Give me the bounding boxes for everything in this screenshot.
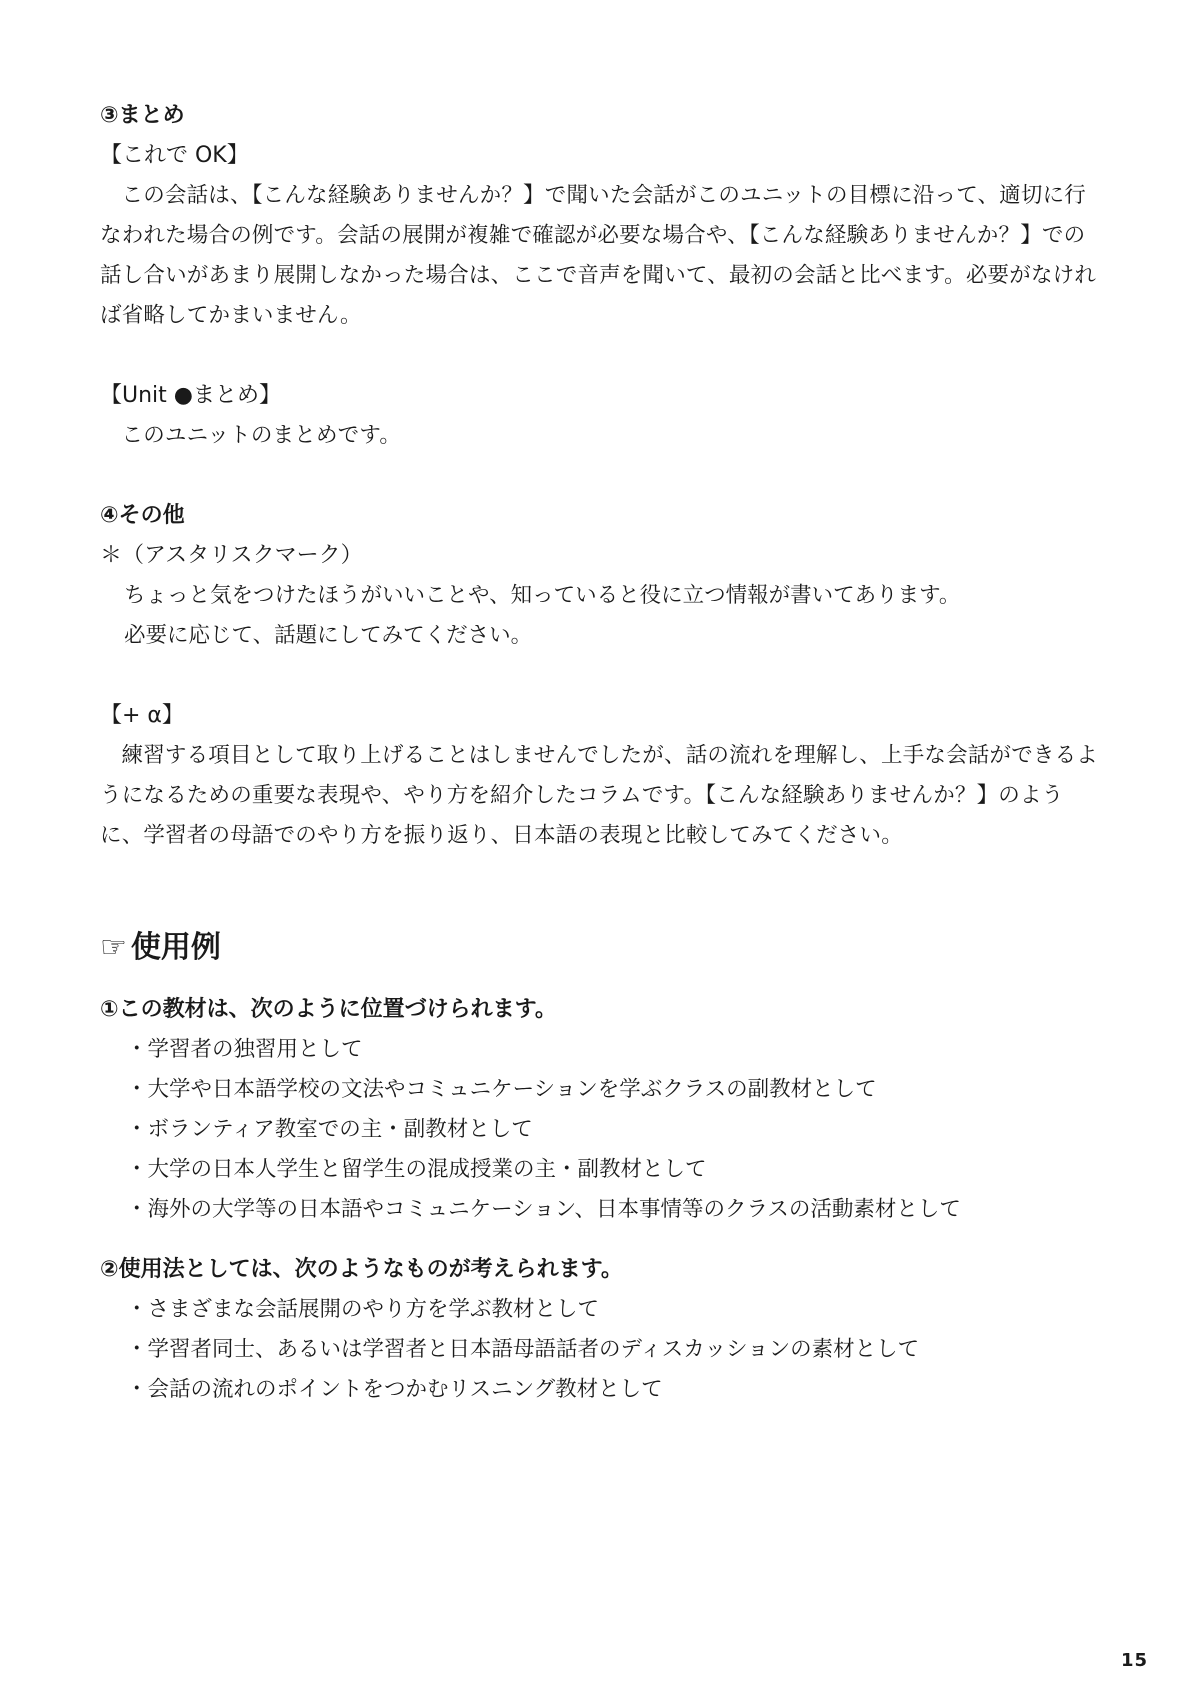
asterisk-line-2: 必要に応じて、話題にしてみてください。 — [124, 623, 533, 648]
spacer — [100, 1230, 1100, 1250]
summary-heading: ③まとめ — [100, 103, 185, 128]
list-item: ・ 学習者の独習用として — [126, 1030, 1100, 1070]
alpha-label: 【+ α】 — [100, 703, 184, 728]
unit-summary-label: 【Unit ●まとめ】 — [100, 383, 281, 408]
spacer — [100, 656, 1100, 696]
spacer — [100, 856, 1100, 926]
positioning-heading: ①この教材は、次のように位置づけられます。 — [100, 997, 557, 1022]
list-item: ・ 学習者同士、あるいは学習者と日本語母語話者のディスカッションの素材として — [126, 1330, 1100, 1370]
methods-list — [100, 1290, 1100, 1410]
positioning-list — [100, 1030, 1100, 1230]
ok-label: 【これで OK】 — [100, 143, 249, 168]
other-heading: ④その他 — [100, 503, 185, 528]
alpha-paragraph: 練習する項目として取り上げることはしませんでしたが、話の流れを理解し、上手な会話ができるようになるための重要な表現や、やり方を紹介したコラムです。【こんな経験ありませんか？】のように、学習者の母語でのやり方を振り返り、日本語の表現と比較してみてください。 — [100, 743, 1099, 848]
list-item: ・ さまざまな会話展開のやり方を学ぶ教材として — [126, 1290, 1100, 1330]
asterisk-label: ＊（アスタリスクマーク） — [100, 543, 363, 568]
list-item: ・ 会話の流れのポイントをつかむリスニング教材として — [126, 1370, 1100, 1410]
spacer — [100, 456, 1100, 496]
list-item: ・ 大学や日本語学校の文法やコミュニケーションを学ぶクラスの副教材として — [126, 1070, 1100, 1110]
methods-heading: ②使用法としては、次のようなものが考えられます。 — [100, 1257, 623, 1282]
page-number: 15 — [1120, 1650, 1148, 1671]
ok-paragraph: この会話は、【こんな経験ありませんか？】で聞いた会話がこのユニットの目標に沿って、適切に行なわれた場合の例です。会話の展開が複雑で確認が必要な場合や、【こんな経験ありませんか？】での話し合いがあまり展開しなかった場合は、ここで音声を聞いて、最初の会話と比べます。必要がなければ省略してかまいません。 — [100, 183, 1097, 328]
unit-summary-text: このユニットのまとめです。 — [121, 423, 402, 448]
asterisk-line-1: ちょっと気をつけたほうがいいことや、知っていると役に立つ情報が書いてあります。 — [124, 583, 961, 608]
usage-title — [100, 926, 1100, 970]
list-item: ・ ボランティア教室での主・副教材として — [126, 1110, 1100, 1150]
pointing-hand-icon: ☞ — [100, 930, 127, 965]
spacer — [100, 970, 1100, 990]
spacer — [100, 336, 1100, 376]
page-body — [100, 96, 1100, 1410]
list-item: ・ 大学の日本人学生と留学生の混成授業の主・副教材として — [126, 1150, 1100, 1190]
list-item: ・ 海外の大学等の日本語やコミュニケーション、日本事情等のクラスの活動素材として — [126, 1190, 1100, 1230]
usage-title-text: 使用例 — [130, 930, 221, 965]
